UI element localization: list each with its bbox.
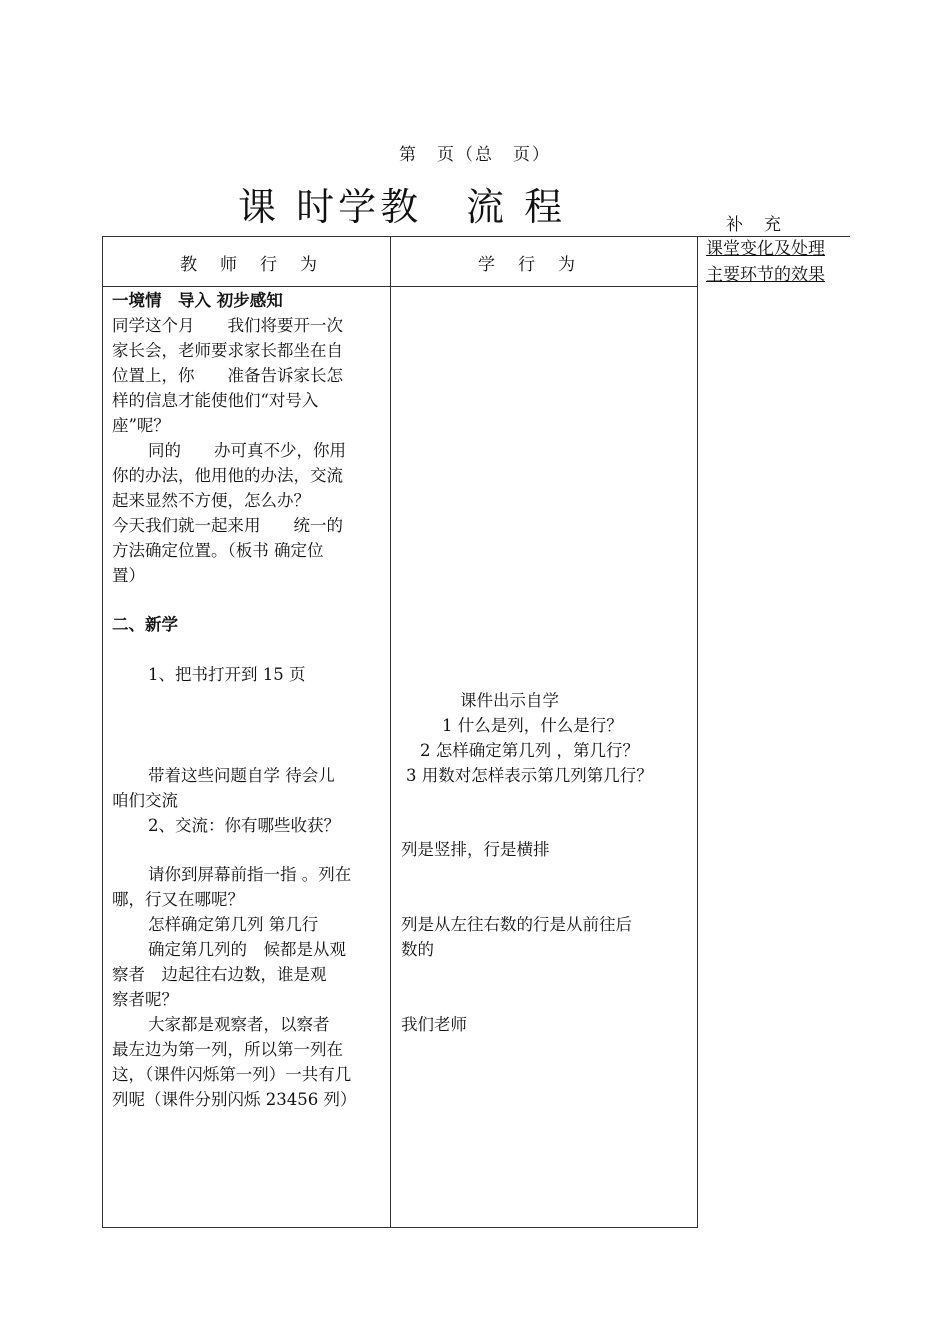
student-line: 课件出示自学 bbox=[460, 691, 559, 710]
column-divider bbox=[390, 236, 391, 1228]
page-number-line: 第 页（总 页） bbox=[399, 145, 551, 165]
teacher-line: 大家都是观察者，以察者 bbox=[148, 1015, 330, 1034]
teacher-line: 家长会，老师要求家长都坐在自 bbox=[112, 341, 343, 360]
title-right: 流 程 bbox=[466, 185, 567, 229]
teacher-line: 这，（课件闪烁第一列）一共有几 bbox=[112, 1065, 352, 1084]
column-header-student: 学 行 为 bbox=[478, 255, 578, 275]
supplement-note bbox=[706, 236, 846, 288]
student-line: 3 用数对怎样表示第几列第几行？ bbox=[406, 766, 653, 785]
teacher-line: 1、把书打开到 15 页 bbox=[148, 665, 306, 684]
supplement-heading: 补 充 bbox=[726, 215, 783, 235]
supplement-note-line: 主要环节的效果 bbox=[706, 265, 825, 285]
teacher-line: 位置上，你 准备告诉家长怎 bbox=[112, 366, 343, 385]
teacher-line: 方法确定位置。（板书 确定位 bbox=[112, 541, 324, 560]
teacher-line: 置） bbox=[112, 566, 145, 585]
student-line: 我们老师 bbox=[401, 1015, 467, 1034]
teacher-line: 座”呢？ bbox=[112, 416, 170, 435]
supplement-top-rule bbox=[698, 236, 850, 237]
teacher-line: 最左边为第一列，所以第一列在 bbox=[112, 1040, 343, 1059]
teacher-line: 列呢（课件分别闪烁 23456 列） bbox=[112, 1090, 357, 1109]
teacher-line: 咱们交流 bbox=[112, 791, 178, 810]
teacher-line: 确定第几列的 候都是从观 bbox=[148, 940, 346, 959]
teacher-line: 察者 边起往右边数，谁是观 bbox=[112, 965, 327, 984]
teacher-line: 同学这个月 我们将要开一次 bbox=[112, 316, 343, 335]
teacher-line: 你的办法，他用他的办法，交流 bbox=[112, 466, 343, 485]
teacher-line: 同的 办可真不少，你用 bbox=[148, 441, 346, 460]
header-divider bbox=[102, 286, 698, 287]
student-line: 1 什么是列，什么是行？ bbox=[442, 716, 623, 735]
teacher-line: 起来显然不方便，怎么办？ bbox=[112, 491, 310, 510]
teacher-line: 察者呢？ bbox=[112, 990, 178, 1009]
teacher-line: 2、交流：你有哪些收获？ bbox=[148, 816, 340, 835]
student-line: 列是竖排，行是横排 bbox=[401, 840, 550, 859]
section-heading-intro: 一境情 导入 初步感知 bbox=[112, 291, 283, 310]
column-header-teacher: 教 师 行 为 bbox=[180, 255, 320, 275]
teacher-line: 带着这些问题自学 待会儿 bbox=[148, 766, 335, 785]
teacher-line: 今天我们就一起来用 统一的 bbox=[112, 516, 343, 535]
title-left: 课 时学教 bbox=[238, 185, 423, 229]
teacher-line: 样的信息才能使他们“对号入 bbox=[112, 391, 319, 410]
student-line: 2 怎样确定第几列 ，第几行？ bbox=[420, 741, 639, 760]
teacher-line: 请你到屏幕前指一指 。列在 bbox=[148, 865, 352, 884]
teacher-line: 怎样确定第几列 第几行 bbox=[148, 915, 319, 934]
section-heading-new: 二、新学 bbox=[112, 615, 178, 634]
teacher-line: 哪，行又在哪呢？ bbox=[112, 890, 244, 909]
student-line: 列是从左往右数的行是从前往后 bbox=[401, 915, 632, 934]
student-line: 数的 bbox=[401, 940, 434, 959]
supplement-note-line: 课堂变化及处理 bbox=[706, 239, 825, 259]
